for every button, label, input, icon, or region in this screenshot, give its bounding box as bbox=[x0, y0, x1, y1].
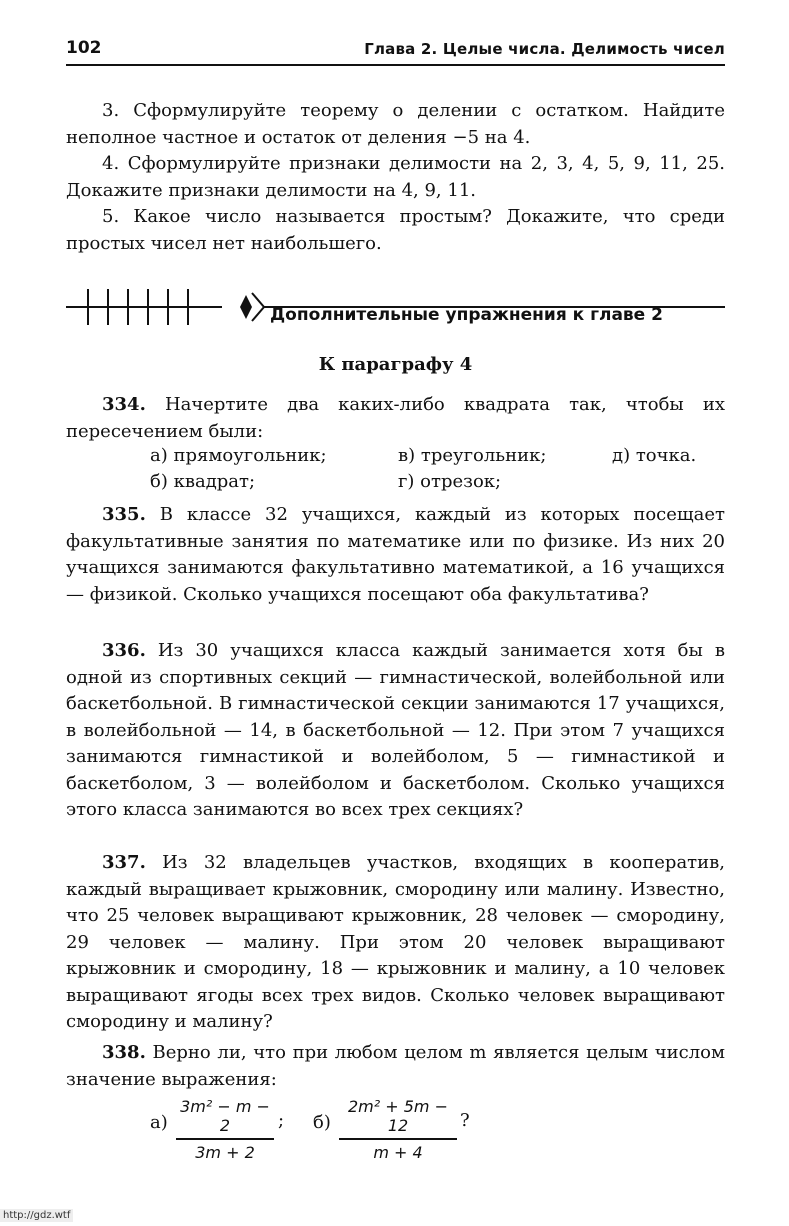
exercise-text: В классе 32 учащихся, каждый из которых посещает факультативные занятия по математике или по физике. Из них 20 учащихся занимаются факультативно математикой, а 16 учащихся — физикой. Сколько учащихся посещают оба факультатива? bbox=[66, 504, 725, 605]
fraction-a bbox=[176, 1097, 274, 1162]
section-heading bbox=[66, 283, 725, 333]
exercise-text: Верно ли, что при любом целом m является целым числом значение выражения: bbox=[66, 1042, 725, 1090]
exercise-text: Из 30 учащихся класса каждый занимается хотя бы в одной из спортивных секций — гимнастической, волейбольной или баскетбольной. В гимнастической секции занимаются 17 учащихся, в волейбольной — 14, в баскетбольной — 12. При этом 7 учащихся занимаются гимнастикой и волейболом, 5 — гимнастикой и баскетболом, 3 — волейболом и баскетболом. Сколько учащихся этого класса занимаются во всех трех секциях? bbox=[66, 640, 725, 820]
exercise-338 bbox=[66, 1040, 725, 1093]
paragraph-title: К параграфу 4 bbox=[318, 354, 473, 375]
option-d: д) точка. bbox=[612, 445, 697, 466]
fraction-a-denominator: 3m + 2 bbox=[195, 1142, 255, 1162]
expression-b-label: б) bbox=[313, 1112, 331, 1133]
fraction-bar bbox=[339, 1138, 457, 1140]
exercise-number: 335. bbox=[102, 504, 146, 525]
option-v: в) треугольник; bbox=[398, 445, 547, 466]
page-header bbox=[66, 38, 725, 66]
exercise-335 bbox=[66, 502, 725, 608]
exercise-number: 336. bbox=[102, 640, 146, 661]
question-4: 4. Сформулируйте признаки делимости на 2, 3, 4, 5, 9, 11, 25. Докажите признаки делимости на 4, 9, 11. bbox=[66, 153, 725, 201]
fraction-b bbox=[339, 1097, 457, 1162]
exercise-336 bbox=[66, 638, 725, 824]
running-title: Глава 2. Целые числа. Делимость чисел bbox=[364, 40, 725, 58]
exercise-number: 337. bbox=[102, 852, 146, 873]
option-a: а) прямоугольник; bbox=[150, 445, 327, 466]
fraction-b-numerator: 2m² + 5m − 12 bbox=[347, 1097, 448, 1135]
exercise-number: 334. bbox=[102, 394, 146, 415]
question-3: 3. Сформулируйте теорему о делении с остатком. Найдите неполное частное и остаток от деления −5 на 4. bbox=[66, 100, 725, 148]
fraction-b-denominator: m + 4 bbox=[373, 1142, 423, 1162]
exercise-text: Начертите два каких-либо квадрата так, чтобы их пересечением были: bbox=[66, 394, 725, 442]
header-rule bbox=[66, 64, 725, 66]
option-g: г) отрезок; bbox=[398, 471, 502, 492]
exercise-337 bbox=[66, 850, 725, 1036]
question-5: 5. Какое число называется простым? Докажите, что среди простых чисел нет наибольшего. bbox=[66, 206, 725, 254]
review-questions bbox=[66, 98, 725, 257]
watermark-link[interactable]: http://gdz.wtf bbox=[0, 1209, 73, 1222]
exercise-334 bbox=[66, 392, 725, 445]
fraction-a-numerator: 3m² − m − 2 bbox=[180, 1097, 270, 1135]
section-title: Дополнительные упражнения к главе 2 bbox=[270, 305, 663, 325]
fraction-bar bbox=[176, 1138, 274, 1140]
question-mark: ? bbox=[460, 1110, 470, 1131]
option-b: б) квадрат; bbox=[150, 471, 256, 492]
page-number: 102 bbox=[66, 38, 102, 58]
exercise-text: Из 32 владельцев участков, входящих в кооператив, каждый выращивает крыжовник, смородину или малину. Известно, что 25 человек выращивают крыжовник, 28 человек — смородину, 29 человек — малину. При этом 20 человек выращивают крыжовник и смородину, 18 — крыжовник и малину, а 10 человек выращивают ягоды всех трех видов. Сколько человек выращивают смородину и малину? bbox=[66, 852, 725, 1032]
expression-separator: ; bbox=[278, 1110, 285, 1131]
exercise-number: 338. bbox=[102, 1042, 146, 1063]
expression-a-label: а) bbox=[150, 1112, 168, 1133]
